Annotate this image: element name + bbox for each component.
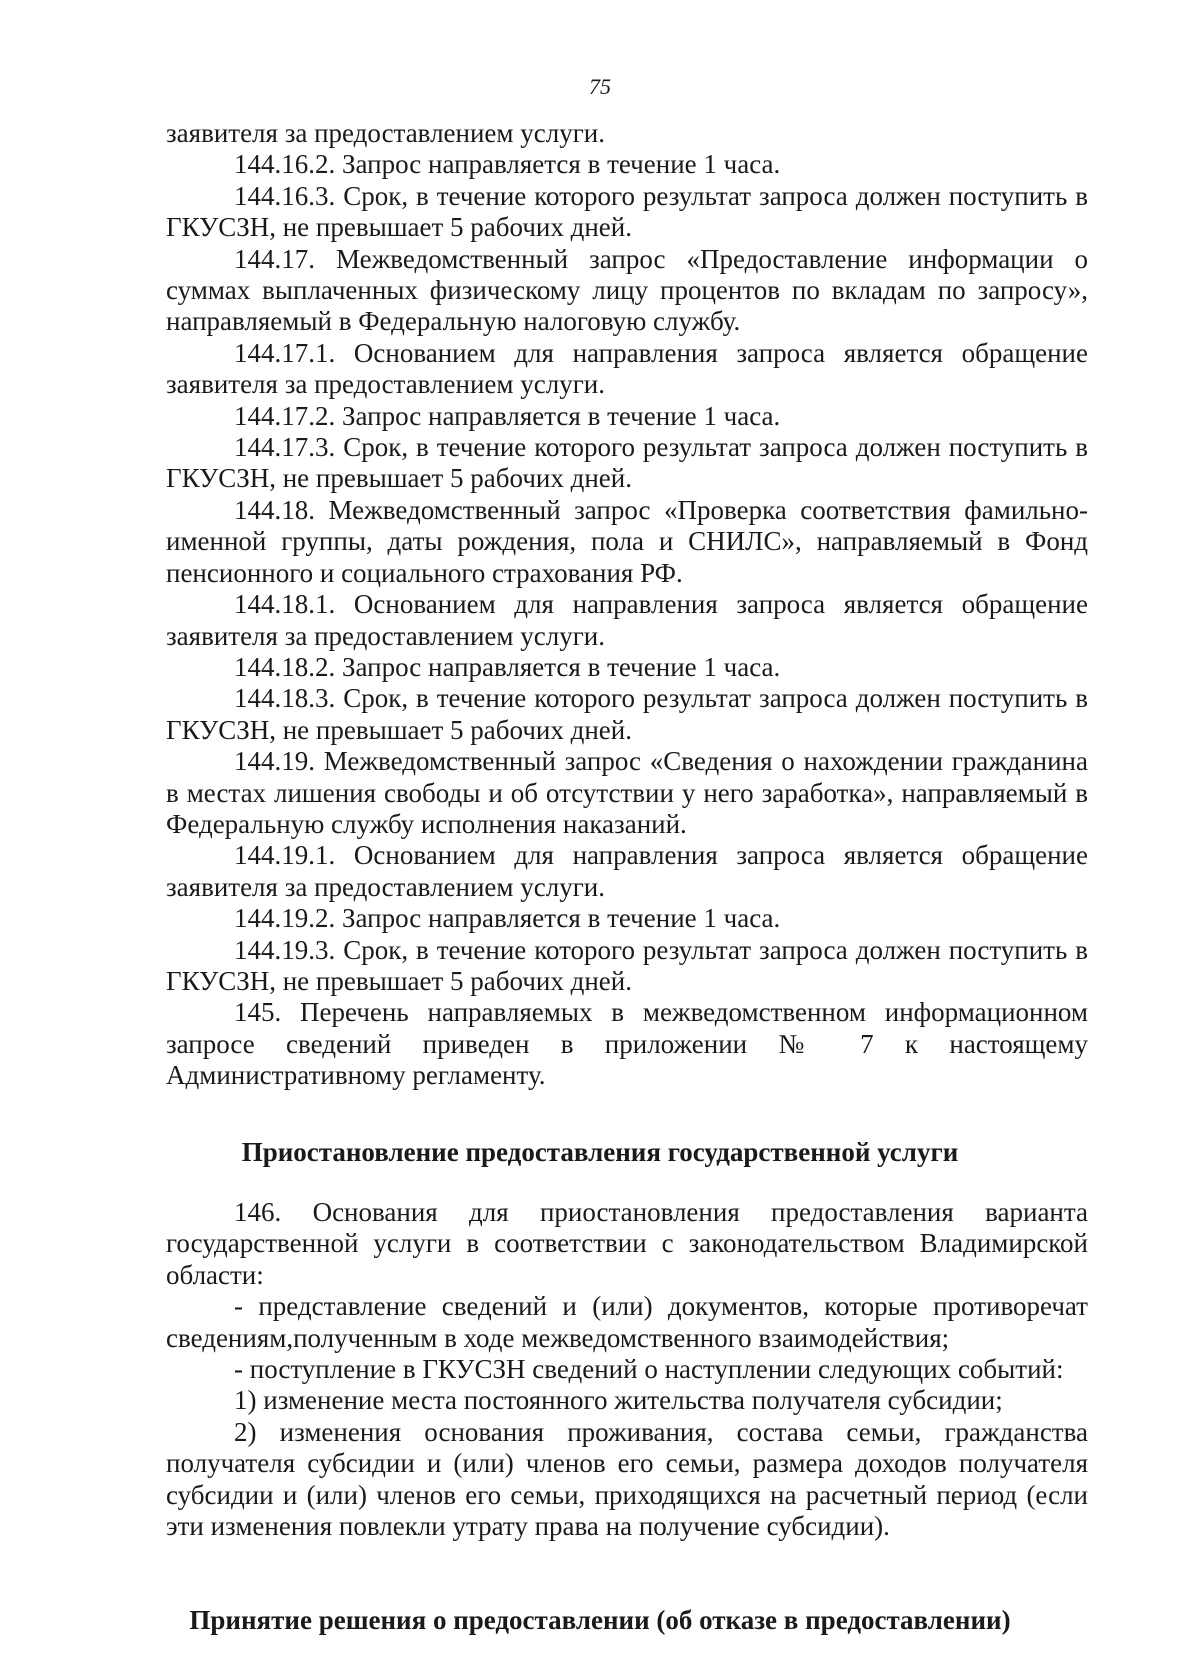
paragraph: 144.18.1. Основанием для направления запроса является обращение заявителя за предоставлением услуги. (166, 589, 1088, 651)
paragraph: 144.19. Межведомственный запрос «Сведения о нахождении гражданина в местах лишения свободы и об отсутствии у него заработка», направляемый в Федеральную службу исполнения наказаний. (166, 746, 1088, 839)
paragraph: 146. Основания для приостановления предоставления варианта государственной услуги в соответствии с законодательством Владимирской области: (166, 1197, 1088, 1290)
paragraph: 144.17. Межведомственный запрос «Предоставление информации о суммах выплаченных физическому лицу процентов по вкладам по запросу», направляемый в Федеральную налоговую службу. (166, 243, 1088, 337)
document-body-section-1 (166, 118, 1088, 1092)
paragraph: 1) изменение места постоянного жительства получателя субсидии; (234, 1385, 1003, 1416)
paragraph: заявителя за предоставлением услуги. (166, 118, 605, 148)
paragraph: 144.17.1. Основанием для направления запроса является обращение заявителя за предоставлением услуги. (166, 337, 1088, 400)
paragraph: - поступление в ГКУСЗН сведений о наступлении следующих событий: (234, 1354, 1064, 1385)
paragraph: - представление сведений и (или) документов, которые противоречат сведениям,полученным в ходе межведомственного взаимодействия; (166, 1291, 1088, 1353)
section-heading-suspension: Приостановление предоставления государственной услуги (241, 1137, 959, 1167)
page-number: 75 (589, 74, 611, 99)
paragraph: 144.16.2. Запрос направляется в течение 1 часа. (234, 149, 781, 180)
paragraph: 144.17.2. Запрос направляется в течение 1 часа. (234, 400, 781, 431)
paragraph: 144.19.2. Запрос направляется в течение 1 часа. (234, 903, 781, 934)
paragraph: 144.19.3. Срок, в течение которого результат запроса должен поступить в ГКУСЗН, не превышает 5 рабочих дней. (166, 934, 1088, 996)
paragraph: 144.16.3. Срок, в течение которого результат запроса должен поступить в ГКУСЗН, не превышает 5 рабочих дней. (166, 180, 1088, 243)
paragraph: 144.17.3. Срок, в течение которого результат запроса должен поступить в ГКУСЗН, не превышает 5 рабочих дней. (166, 432, 1088, 494)
paragraph: 144.18. Межведомственный запрос «Проверка соответствия фамильно-именной группы, даты рождения, пола и СНИЛС», направляемый в Фонд пенсионного и социального страхования РФ. (166, 494, 1088, 588)
paragraph: 144.19.1. Основанием для направления запроса является обращение заявителя за предоставлением услуги. (166, 840, 1088, 902)
section-heading-decision: Принятие решения о предоставлении (об отказе в предоставлении) (189, 1605, 1011, 1635)
paragraph: 2) изменения основания проживания, состава семьи, гражданства получателя субсидии и (или) членов его семьи, размера доходов получателя субсидии и (или) членов его семьи, приходящихся на расчетный период (если эти изменения повлекли утрату права на получение субсидии). (166, 1416, 1088, 1542)
paragraph: 145. Перечень направляемых в межведомственном информационном запросе сведений приведен в приложении № 7 к настоящему Административному регламенту. (166, 997, 1088, 1091)
document-body-section-2 (166, 1197, 1088, 1542)
paragraph: 144.18.2. Запрос направляется в течение 1 часа. (234, 651, 781, 682)
paragraph: 144.18.3. Срок, в течение которого результат запроса должен поступить в ГКУСЗН, не превышает 5 рабочих дней. (166, 683, 1088, 745)
